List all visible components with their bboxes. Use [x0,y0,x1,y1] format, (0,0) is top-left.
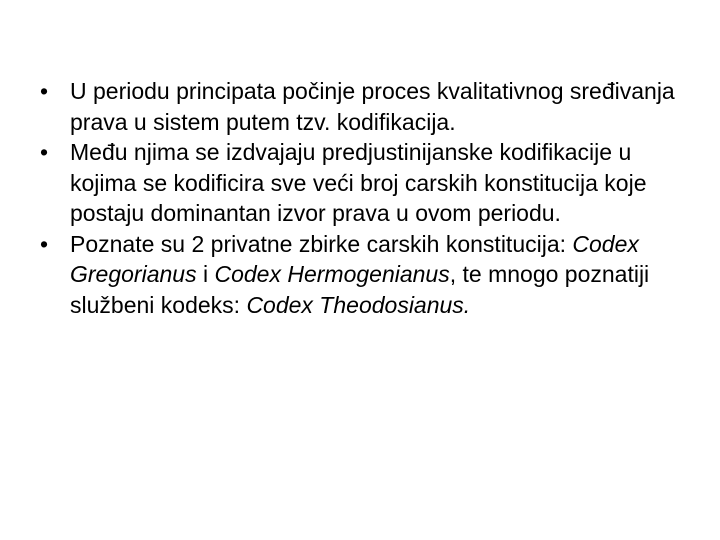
bullet-text-part: Poznate su 2 privatne zbirke carskih konstitucija: [70,230,573,257]
bullet-dot: • [40,139,49,165]
bullet-dot: • [40,230,49,257]
codex-gregorianus: Codex Gregorianus [70,230,639,287]
bullet-text-part: i [196,261,215,287]
codex-theodosianus: Codex Theodosianus. [246,291,471,318]
bullet-item-prejustinian [40,137,680,229]
bullet-text: Među njima se izdvajaju predjustinijanske kodifikacije u kojima se kodificira sve veći broj carskih konstitucija koje postaju dominantan izvor prava u ovom periodu. [70,139,647,226]
bullet-text: U periodu principata počinje proces kvalitativnog sređivanja prava u sistem putem tzv. kodifikacija. [70,78,675,135]
bullet-item-principate [40,76,680,137]
bullet-text [70,229,680,321]
bullet-text-part: , te mnogo poznatiji službeni kodeks: [70,261,650,318]
bullet-list [40,76,680,320]
codex-hermogenianus: Codex Hermogenianus [214,261,450,287]
bullet-item-codices [40,229,680,321]
bullet-dot: • [40,78,49,104]
